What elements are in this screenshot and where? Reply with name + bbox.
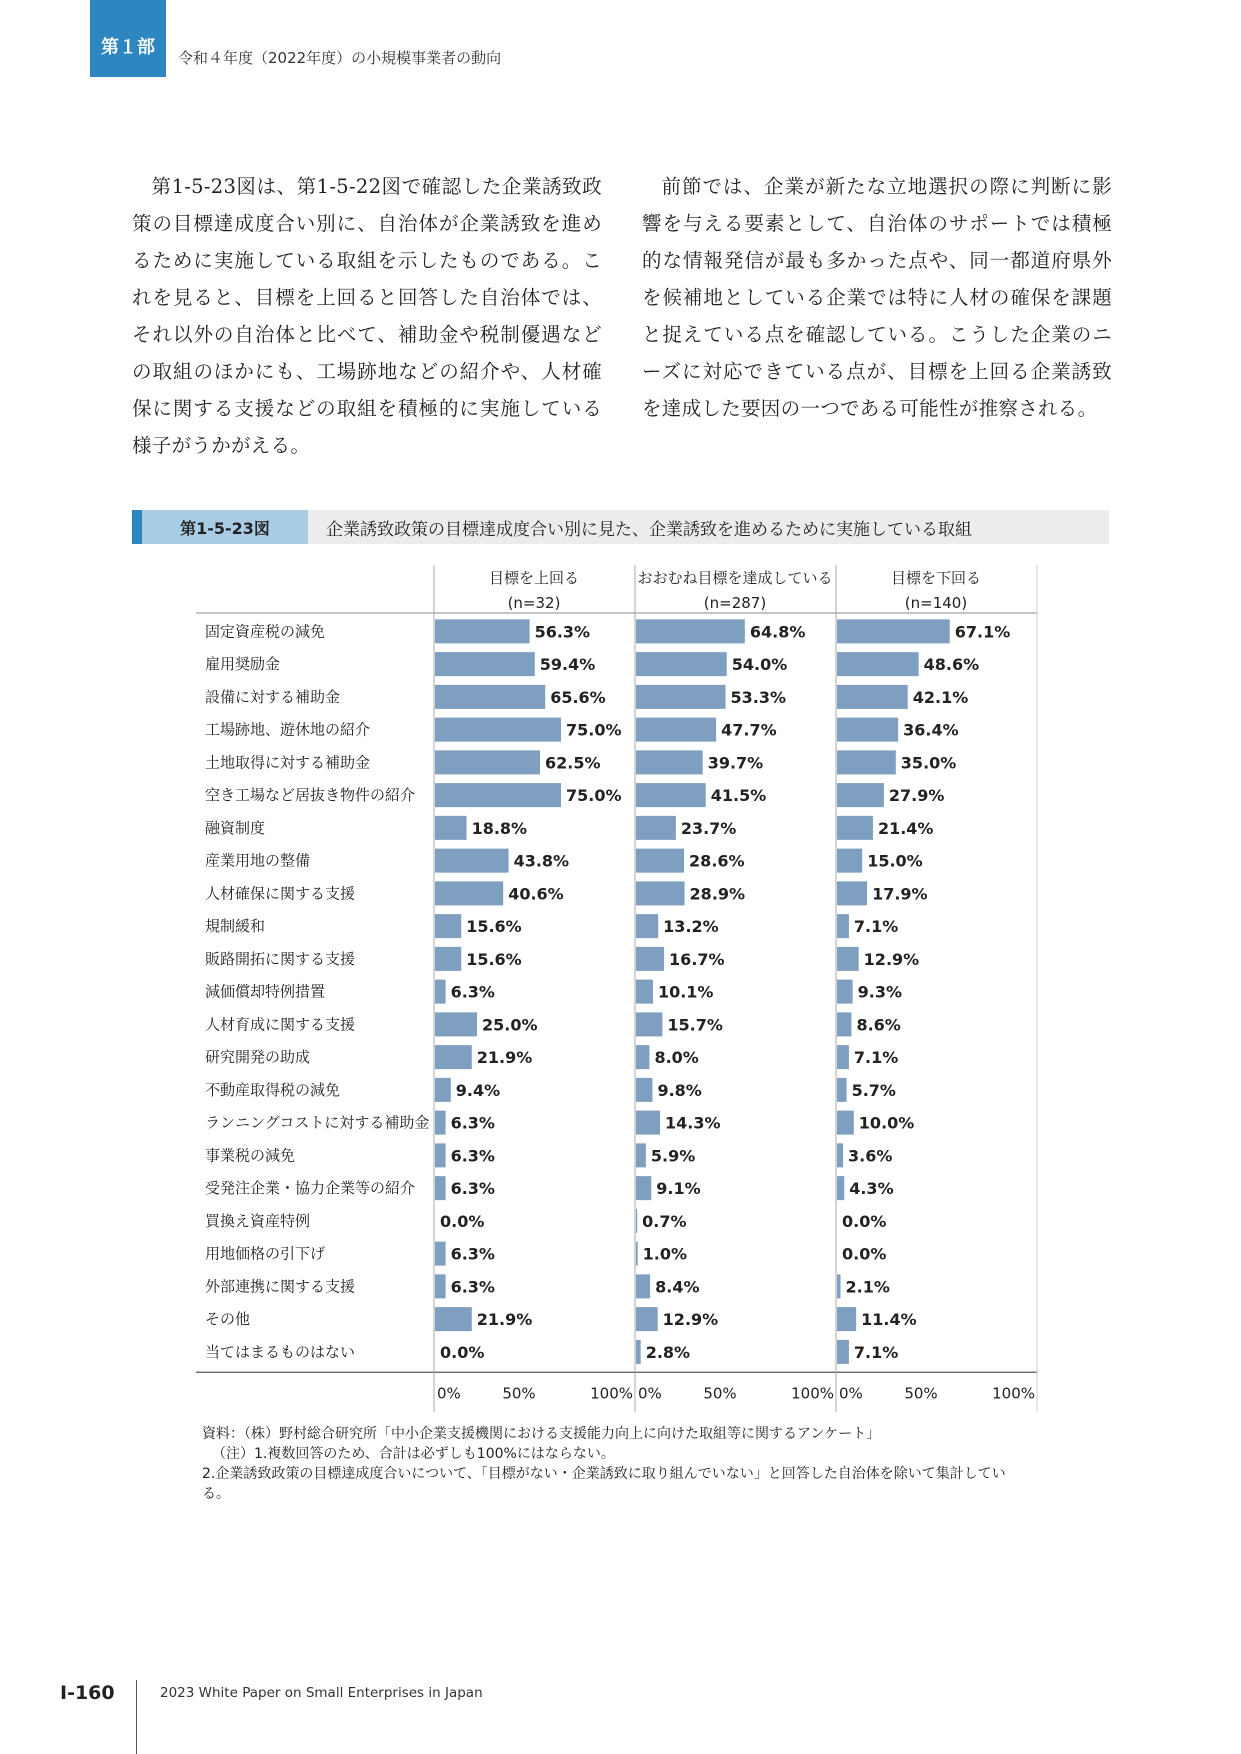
data-label: 15.0% [867, 851, 923, 871]
category-label: 販路開拓に関する支援 [205, 949, 356, 968]
data-label: 25.0% [482, 1015, 538, 1035]
bar [636, 1242, 638, 1266]
bar [837, 1045, 849, 1069]
x-tick-label: 50% [904, 1384, 938, 1403]
data-label: 5.9% [650, 1146, 696, 1166]
data-label: 65.6% [550, 687, 606, 707]
data-label: 67.1% [954, 622, 1011, 642]
bar [636, 1209, 637, 1233]
x-tick-label: 0% [638, 1384, 662, 1403]
bar [636, 1045, 649, 1069]
bar [435, 750, 540, 774]
bar [837, 914, 849, 938]
data-label: 7.1% [853, 1048, 899, 1068]
bar [837, 1274, 841, 1298]
data-label: 10.1% [657, 982, 714, 1002]
category-label: 工場跡地、遊休地の紹介 [205, 720, 371, 739]
x-tick-label: 50% [703, 1384, 737, 1403]
running-header: 令和４年度（2022年度）の小規模事業者の動向 [178, 49, 502, 67]
data-label: 15.7% [667, 1015, 723, 1035]
page-number: I-160 [60, 1682, 115, 1704]
x-tick-label: 50% [502, 1384, 536, 1403]
bar [837, 685, 908, 709]
x-tick-label: 100% [791, 1384, 834, 1403]
category-label: 当てはまるものはない [205, 1342, 356, 1361]
bar [837, 881, 867, 905]
data-label: 13.2% [663, 917, 719, 937]
data-label: 9.1% [656, 1179, 701, 1199]
left-paragraph: 第1-5-23図は、第1-5-22図で確認した企業誘致政策の目標達成度合い別に、自治体が企業誘致を進めるために実施している取組を示したものである。これを見ると、目標を上回ると回答した自治体では、それ以外の自治体と比べて、補助金や税制優遇などの取組のほかにも、工場跡地などの紹介や、人材確保に関する支援などの取組を積極的に実施している様子がうかがえる。 [132, 175, 602, 457]
data-label: 14.3% [665, 1113, 721, 1133]
data-label: 8.6% [856, 1015, 901, 1035]
bar [837, 849, 862, 873]
category-label: 融資制度 [205, 818, 266, 837]
bar [435, 980, 446, 1004]
data-label: 15.6% [466, 917, 522, 937]
data-label: 12.9% [662, 1310, 719, 1330]
category-label: 空き工場など居抜き物件の紹介 [205, 786, 416, 805]
bar [636, 1078, 652, 1102]
category-label: 人材確保に関する支援 [205, 884, 356, 903]
bar [435, 619, 530, 643]
data-label: 11.4% [861, 1310, 917, 1330]
data-label: 2.1% [845, 1277, 890, 1297]
bar [636, 881, 685, 905]
data-label: 43.8% [513, 851, 570, 871]
x-tick-label: 0% [839, 1384, 863, 1403]
data-label: 28.6% [689, 851, 745, 871]
data-label: 0.0% [842, 1244, 887, 1264]
figure-number: 第1-5-23図 [132, 510, 308, 544]
bar [636, 849, 684, 873]
bar [636, 1143, 646, 1167]
data-label: 21.9% [476, 1310, 533, 1330]
category-label: 買換え資産特例 [205, 1211, 311, 1230]
category-label: その他 [205, 1310, 251, 1329]
bar [435, 849, 509, 873]
bar [837, 980, 853, 1004]
bar [435, 1012, 477, 1036]
bar [636, 947, 664, 971]
bar [435, 685, 545, 709]
data-label: 62.5% [545, 753, 601, 773]
category-label: ランニングコストに対する補助金 [205, 1113, 430, 1132]
category-label: 受発注企業・協力企業等の紹介 [205, 1179, 416, 1198]
bar [636, 1307, 658, 1331]
data-label: 6.3% [450, 1179, 495, 1199]
bar [435, 881, 503, 905]
bar [837, 750, 896, 774]
part-label: 第１部 [101, 37, 155, 58]
bar [435, 947, 461, 971]
bar [636, 1274, 650, 1298]
data-label: 42.1% [912, 687, 969, 707]
data-label: 4.3% [849, 1179, 894, 1199]
x-tick-label: 0% [437, 1384, 461, 1403]
bar [435, 783, 561, 807]
bar [837, 652, 919, 676]
category-label: 外部連携に関する支援 [205, 1277, 356, 1296]
data-label: 18.8% [471, 818, 528, 838]
bar [636, 1012, 662, 1036]
category-label: 雇用奨励金 [205, 655, 281, 674]
source-note: 資料：（株）野村総合研究所「中小企業支援機関における支援能力向上に向けた取組等に関するアンケート」 [202, 1426, 881, 1442]
bar [435, 1242, 446, 1266]
panel-header: おおむね目標を達成している [637, 569, 833, 587]
category-label: 研究開発の助成 [205, 1048, 311, 1067]
data-label: 23.7% [680, 818, 737, 838]
bar [435, 1176, 446, 1200]
category-label: 人材育成に関する支援 [205, 1015, 356, 1034]
x-tick-label: 100% [992, 1384, 1035, 1403]
data-label: 9.3% [857, 982, 902, 1002]
data-label: 15.6% [466, 949, 522, 969]
data-label: 17.9% [872, 884, 928, 904]
data-label: 40.6% [508, 884, 564, 904]
bar [435, 816, 467, 840]
bar [435, 718, 561, 742]
category-label: 産業用地の整備 [205, 851, 311, 870]
data-label: 39.7% [707, 753, 764, 773]
bar [636, 914, 658, 938]
bar [636, 718, 716, 742]
bar [837, 1307, 856, 1331]
bar [636, 685, 726, 709]
bar [636, 1111, 660, 1135]
data-label: 6.3% [450, 982, 495, 1002]
category-label: 用地価格の引下げ [205, 1244, 326, 1263]
category-label: 減価償却特例措置 [205, 982, 326, 1001]
category-label: 設備に対する補助金 [205, 687, 341, 706]
bar [636, 980, 653, 1004]
bar [636, 619, 745, 643]
category-label: 規制緩和 [205, 917, 266, 936]
data-label: 41.5% [710, 786, 767, 806]
bar [435, 1111, 446, 1135]
bar [435, 1274, 446, 1298]
data-label: 28.9% [689, 884, 746, 904]
footer-divider [136, 1680, 137, 1754]
bar [435, 914, 461, 938]
bar [837, 619, 950, 643]
data-label: 54.0% [731, 655, 788, 675]
data-label: 3.6% [848, 1146, 893, 1166]
bar [837, 947, 859, 971]
bar [837, 1078, 847, 1102]
note-2: 2.企業誘致政策の目標達成度合いについて、「目標がない・企業誘致に取り組んでいない」と回答した自治体を除いて集計している。 [202, 1466, 1006, 1502]
panel-n: (n=32) [507, 594, 561, 612]
figure-title: 企業誘致政策の目標達成度合い別に見た、企業誘致を進めるために実施している取組 [326, 519, 972, 540]
data-label: 8.0% [654, 1048, 699, 1068]
bar [435, 1045, 472, 1069]
bar [435, 1078, 451, 1102]
data-label: 6.3% [450, 1277, 495, 1297]
data-label: 64.8% [749, 622, 806, 642]
data-label: 27.9% [888, 786, 945, 806]
data-label: 75.0% [566, 720, 622, 740]
data-label: 75.0% [566, 786, 622, 806]
bar [636, 1176, 651, 1200]
x-tick-label: 100% [590, 1384, 633, 1403]
bar [636, 750, 703, 774]
panel-n: (n=287) [703, 594, 767, 612]
data-label: 0.0% [440, 1211, 485, 1231]
bar [435, 652, 535, 676]
data-label: 7.1% [853, 1342, 899, 1362]
panel-header: 目標を上回る [488, 569, 580, 587]
bar [837, 1111, 854, 1135]
bar [636, 783, 706, 807]
panel-header: 目標を下回る [890, 569, 982, 587]
data-label: 21.4% [877, 818, 934, 838]
data-label: 36.4% [903, 720, 959, 740]
data-label: 12.9% [863, 949, 920, 969]
note-1: （注）1.複数回答のため、合計は必ずしも100%にはならない。 [212, 1446, 615, 1462]
data-label: 47.7% [721, 720, 777, 740]
data-label: 1.0% [642, 1244, 688, 1264]
data-label: 0.0% [440, 1342, 485, 1362]
bar [837, 816, 873, 840]
data-label: 5.7% [851, 1080, 896, 1100]
right-paragraph: 前節では、企業が新たな立地選択の際に判断に影響を与える要素として、自治体のサポートでは積極的な情報発信が最も多かった点や、同一都道府県外を候補地としている企業では特に人材の確保を課題と捉えている点を確認している。こうした企業のニーズに対応できている点が、目標を上回る企業誘致を達成した要因の一つである可能性が推察される。 [642, 175, 1112, 420]
bar [636, 652, 727, 676]
category-label: 不動産取得税の減免 [205, 1080, 341, 1099]
data-label: 6.3% [450, 1113, 495, 1133]
category-label: 土地取得に対する補助金 [205, 753, 371, 772]
bar [837, 1340, 849, 1364]
data-label: 9.4% [455, 1080, 501, 1100]
data-label: 10.0% [858, 1113, 915, 1133]
data-label: 7.1% [853, 917, 899, 937]
data-label: 48.6% [923, 655, 980, 675]
data-label: 2.8% [645, 1342, 691, 1362]
panel-n: (n=140) [904, 594, 968, 612]
bar [636, 816, 676, 840]
data-label: 9.8% [657, 1080, 702, 1100]
bar [435, 1143, 446, 1167]
bar [837, 783, 884, 807]
data-label: 8.4% [655, 1277, 700, 1297]
bar [837, 718, 898, 742]
bar [837, 1143, 843, 1167]
category-label: 事業税の減免 [205, 1146, 296, 1165]
data-label: 59.4% [539, 655, 596, 675]
data-label: 53.3% [730, 687, 787, 707]
bar [435, 1307, 472, 1331]
data-label: 21.9% [476, 1048, 533, 1068]
category-label: 固定資産税の減免 [205, 622, 326, 641]
figure-notes [202, 1424, 1032, 1504]
data-label: 35.0% [900, 753, 957, 773]
bar [837, 1012, 851, 1036]
bar [837, 1176, 844, 1200]
data-label: 6.3% [450, 1244, 495, 1264]
footer-publication: 2023 White Paper on Small Enterprises in Japan [160, 1685, 483, 1701]
bar [636, 1340, 641, 1364]
data-label: 0.7% [642, 1211, 687, 1231]
data-label: 6.3% [450, 1146, 495, 1166]
data-label: 56.3% [534, 622, 591, 642]
data-label: 16.7% [669, 949, 725, 969]
data-label: 0.0% [842, 1211, 887, 1231]
